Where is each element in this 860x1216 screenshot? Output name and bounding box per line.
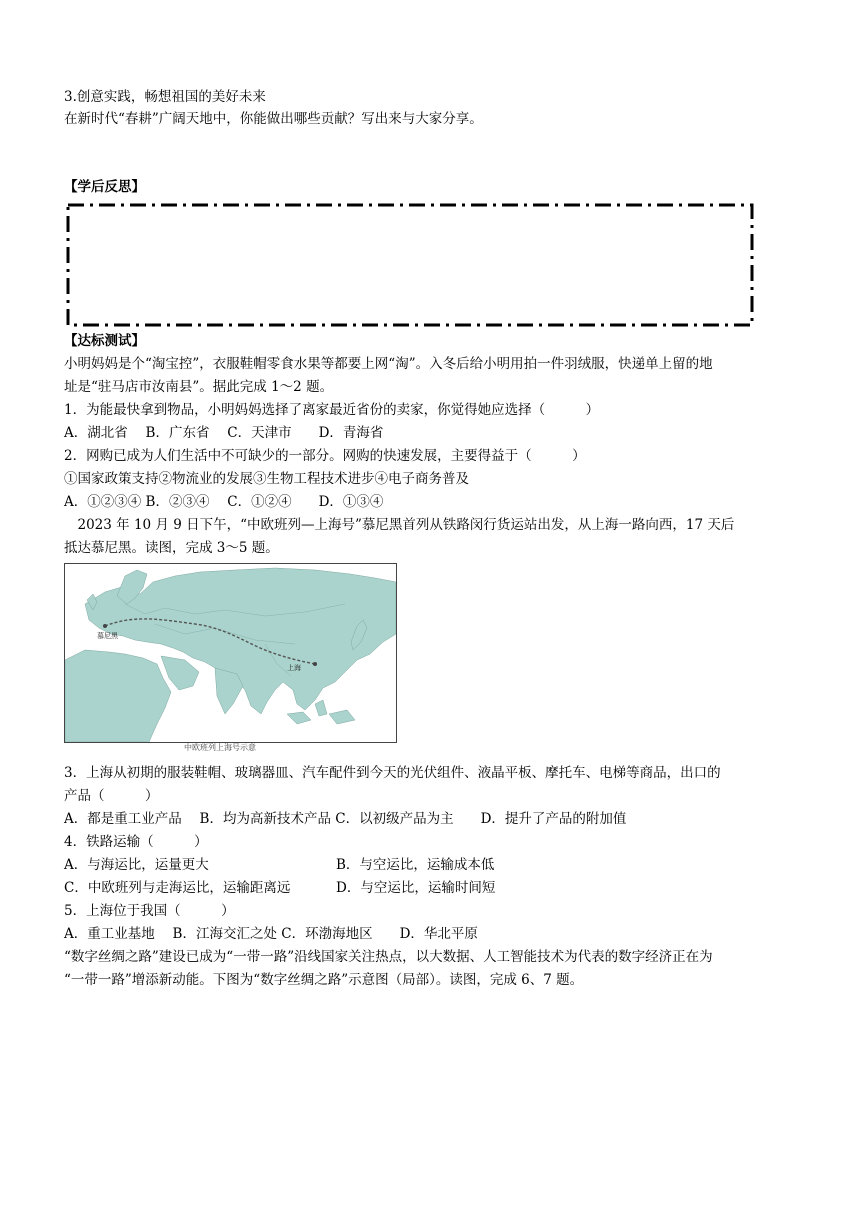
q5-options: A．重工业基地 B．江海交汇之处 C．环渤海地区 D．华北平原 <box>64 926 478 942</box>
q3-stem-line1: 3．上海从初期的服装鞋帽、玻璃器皿、汽车配件到今天的光伏组件、液晶平板、摩托车、电梯等商品，出口的 <box>64 765 721 781</box>
section3-title: 3.创意实践，畅想祖国的美好未来 <box>64 89 266 105</box>
intro3-line1: “数字丝绸之路”建设已成为“一带一路”沿线国家关注热点，以大数据、人工智能技术为代表的数字经济正在为 <box>64 949 713 965</box>
q4-options-row1 <box>64 854 494 876</box>
q3-stem-line2: 产品（ ） <box>64 788 159 804</box>
section3-prompt: 在新时代“春耕”广阔天地中，你能做出哪些贡献？写出来与大家分享。 <box>64 111 483 127</box>
test-intro-line1: 小明妈妈是个“淘宝控”，衣服鞋帽零食水果等都要上网“淘”。入冬后给小明用拍一件羽绒服，快递单上留的地 <box>64 356 713 372</box>
shanghai-marker <box>313 662 317 666</box>
q2-items: ①国家政策支持②物流业的发展③生物工程技术进步④电子商务普及 <box>64 471 469 487</box>
q4-option-b: B．与空运比，运输成本低 <box>336 857 495 873</box>
eurasia-map <box>65 564 396 742</box>
munich-label: 慕尼黑 <box>97 632 118 640</box>
q2-options: A．①②③④ B．②③④ C．①②④ D．①③④ <box>64 494 384 510</box>
reflection-answer-box[interactable] <box>66 203 754 327</box>
shanghai-label: 上海 <box>287 664 301 672</box>
africa <box>65 650 171 742</box>
test-heading: 【达标测试】 <box>64 333 145 349</box>
q5-stem: 5．上海位于我国（ ） <box>64 903 235 919</box>
q1-stem: 1．为能最快拿到物品，小明妈妈选择了离家最近省份的卖家，你觉得她应选择（ ） <box>64 402 600 418</box>
q4-option-d: D．与空运比，运输时间短 <box>336 880 496 896</box>
intro3-line2: “一带一路”增添新动能。下图为“数字丝绸之路”示意图（局部）。读图，完成 6、7 题。 <box>64 972 584 988</box>
q4-option-c: C．中欧班列与走海运比，运输距离远 <box>64 880 291 896</box>
map-caption: 中欧班列上海号示意 <box>184 743 256 752</box>
test-intro-line2: 址是“驻马店市汝南县”。据此完成 1～2 题。 <box>64 379 334 395</box>
route-map <box>64 563 397 743</box>
reflection-heading: 【学后反思】 <box>64 179 145 195</box>
q1-options: A．湖北省 B．广东省 C．天津市 D．青海省 <box>64 425 384 441</box>
q2-stem: 2．网购已成为人们生活中不可缺少的一部分。网购的快速发展，主要得益于（ ） <box>64 448 586 464</box>
q4-option-a: A．与海运比，运量更大 <box>64 857 209 873</box>
q4-stem: 4．铁路运输（ ） <box>64 834 208 850</box>
q4-options-row2 <box>64 877 495 899</box>
intro2-line1: 2023 年 10 月 9 日下午，“中欧班列—上海号”慕尼黑首列从铁路闵行货运站出发，从上海一路向西，17 天后 <box>64 517 735 533</box>
q3-options: A．都是重工业产品 B．均为高新技术产品 C．以初级产品为主 D．提升了产品的附加值 <box>64 811 627 827</box>
munich-marker <box>103 624 107 628</box>
intro2-line2: 抵达慕尼黑。读图，完成 3～5 题。 <box>64 540 279 556</box>
